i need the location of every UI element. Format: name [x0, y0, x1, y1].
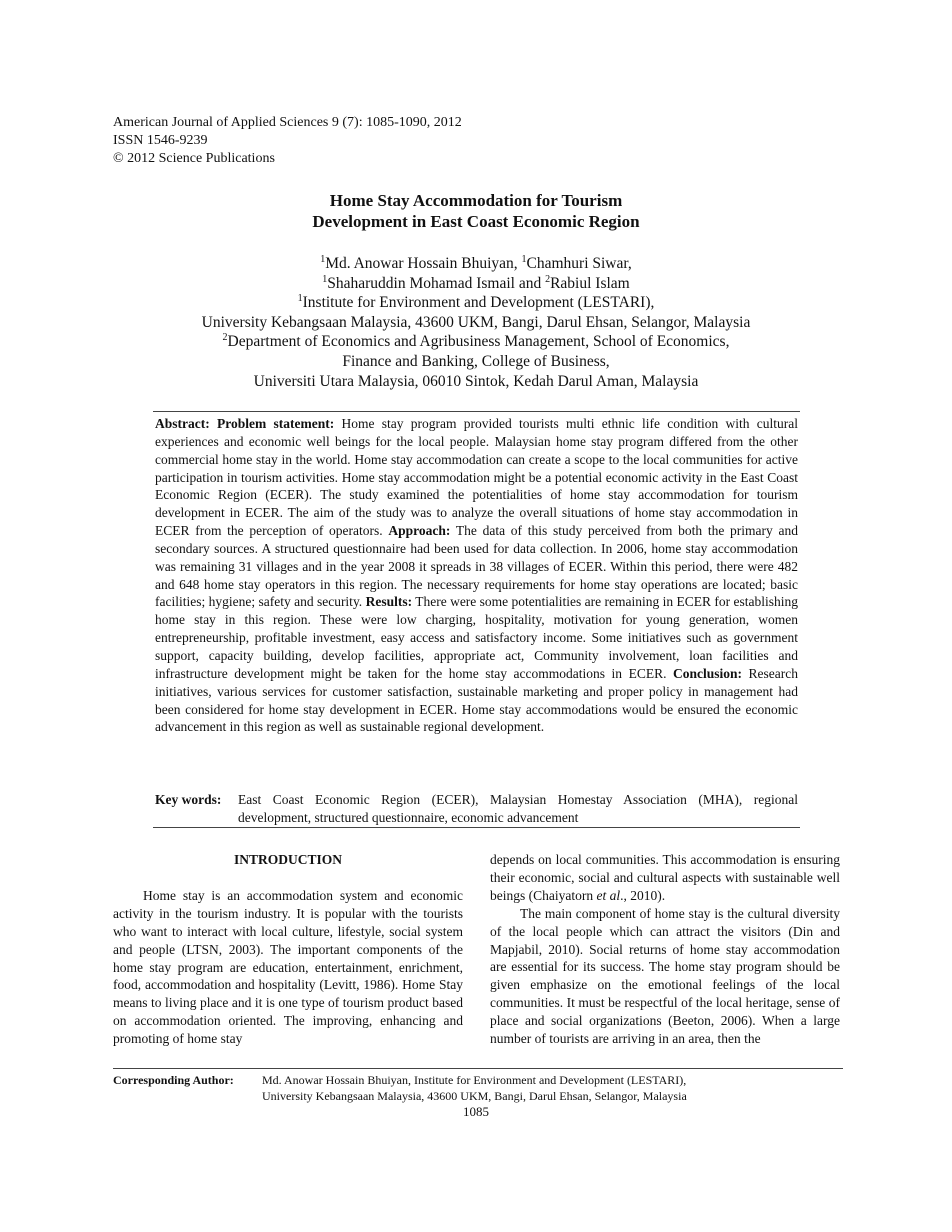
intro-paragraph-2: The main component of home stay is the cultural diversity of the local people which can attract the visitors (Din and Mapjabil, 2010). Social returns of home stay accommodation are essential for its success. The home stay program should be given emphasize on the emotional feelings of the local communities. It must be respectful of the local heritage, sense of place and social organizations (Beeton, 2006). When a large number of tourists are arriving in an area, then the — [490, 905, 840, 1047]
corresponding-author-details — [262, 1072, 687, 1104]
footnote-rule — [113, 1068, 843, 1069]
corr-line-2: University Kebangsaan Malaysia, 43600 UKM, Bangi, Darul Ehsan, Selangor, Malaysia — [262, 1089, 687, 1103]
journal-citation: American Journal of Applied Sciences 9 (7): 1085-1090, 2012 — [113, 115, 462, 130]
para-text: ., 2010). — [620, 887, 666, 903]
author-block — [0, 254, 952, 391]
author-name: Md. Anowar Hossain Bhuiyan, — [325, 255, 522, 272]
author-line-2 — [0, 274, 952, 294]
problem-statement-label: Problem statement: — [217, 416, 335, 431]
journal-issn: ISSN 1546-9239 — [113, 133, 208, 148]
affiliation-2-line-1: Department of Economics and Agribusiness Management, School of Economics, — [227, 333, 730, 351]
right-column — [490, 851, 840, 1048]
affiliation-2-line-3: Universiti Utara Malaysia, 06010 Sintok, Kedah Darul Aman, Malaysia — [253, 372, 699, 390]
affiliation-1-line-1: Institute for Environment and Development (LESTARI), — [302, 294, 655, 312]
keywords-label: Key words: — [155, 792, 222, 807]
affil-marker: 2 — [222, 332, 228, 344]
conclusion-text: Research initiatives, various services for customer satisfaction, sustainable marketing and proper policy in management had been considered for home stay development in ECER. Home stay accommodations would be ensured the economic advancement in this region as well as sustainable regional development. — [155, 665, 798, 735]
abstract-top-rule — [153, 411, 800, 412]
abstract-label: Abstract: — [155, 416, 210, 431]
affil-marker: 1 — [297, 293, 303, 305]
affiliation-1 — [0, 293, 952, 313]
affil-marker: 1 — [521, 253, 527, 265]
results-text: There were some potentialities are remaining in ECER for establishing home stay in this region. These were low charging, hospitality, motivation for young generation, women entrepreneurship, profitable investment, easy access and satisfactory income. Some initiatives such as government support, capacity building, develop facilities, appropriate act, Community involvement, loan facilities and infrastructure development might be taken for the home stay accommodations in ECER. — [155, 594, 798, 681]
author-name: Shaharuddin Mohamad Ismail and — [327, 274, 546, 292]
title-line-2: Development in East Coast Economic Region — [312, 212, 640, 231]
affil-marker: 1 — [320, 253, 326, 265]
title-line-1: Home Stay Accommodation for Tourism — [329, 191, 623, 210]
author-name: Chamhuri Siwar, — [526, 255, 632, 272]
conclusion-label: Conclusion: — [672, 665, 742, 681]
page-number: 1085 — [463, 1104, 489, 1119]
affiliation-1-line-2: University Kebangsaan Malaysia, 43600 UKM, Bangi, Darul Ehsan, Selangor, Malaysia — [201, 313, 751, 331]
corr-line-1: Md. Anowar Hossain Bhuiyan, Institute for Environment and Development (LESTARI), — [262, 1073, 687, 1087]
affiliation-2 — [0, 332, 952, 352]
author-name: Rabiul Islam — [550, 274, 630, 292]
left-column — [113, 851, 463, 1048]
keywords-text: East Coast Economic Region (ECER), Malaysian Homestay Association (MHA), regional development, structured questionnaire, economic advancement — [238, 792, 798, 825]
keywords-bottom-rule — [153, 827, 800, 828]
affil-marker: 1 — [322, 273, 328, 285]
abstract — [155, 415, 798, 736]
paper-title — [0, 190, 952, 232]
results-label: Results: — [365, 594, 413, 610]
affiliation-2-line-2: Finance and Banking, College of Business, — [342, 352, 610, 370]
para-text: depends on local communities. This accommodation is ensuring their economic, social and cultural aspects with sustainable well beings (Chaiyatorn — [490, 852, 840, 903]
corresponding-author-label: Corresponding Author: — [113, 1073, 234, 1087]
section-heading: INTRODUCTION — [233, 852, 342, 867]
intro-paragraph-continued — [490, 851, 840, 905]
approach-text: The data of this study perceived from both the primary and secondary sources. A structured questionnaire had been used for data collection. In 2006, home stay accommodation was remaining 31 villages and in the year 2008 it spreads in 38 villages of ECER. Within this period, there were 482 and 648 home stay operators in this region. The necessary requirements for home stay operations are located; basic facilities; hygiene; safety and security. — [155, 523, 798, 610]
approach-label: Approach: — [388, 523, 451, 539]
intro-paragraph: Home stay is an accommodation system and economic activity in the tourism industry. It is popular with the tourists who want to interact with local culture, lifestyle, social system and people (LTSN, 2003). The important components of the home stay program are education, entertainment, enrichment, food, accommodation and hospitality (Levitt, 1986). Home Stay means to living place and it is one type of tourism product based on accommodation oriented. The improving, enhancing and promoting of home stay — [113, 887, 463, 1047]
journal-copyright: © 2012 Science Publications — [113, 151, 275, 166]
affil-marker: 2 — [545, 273, 551, 285]
journal-header — [113, 114, 462, 168]
et-al: et al — [596, 887, 621, 903]
keywords — [155, 791, 798, 827]
author-line-1 — [0, 254, 952, 274]
problem-statement-text: Home stay program provided tourists multi ethnic life condition with cultural experiences and economic well beings for the local people. Malaysian home stay program differed from the other commercial home stay in the world. Home stay accommodation can create a scope to the local communities for active participation in tourism activities. Home stay accommodation might be a potential economic activity in the East Coast Economic Region (ECER). The study examined the potentialities of home stay accommodation for tourism development in ECER. The aim of the study was to analyze the overall situations of home stay accommodation in ECER from the perception of operators. — [155, 416, 799, 539]
